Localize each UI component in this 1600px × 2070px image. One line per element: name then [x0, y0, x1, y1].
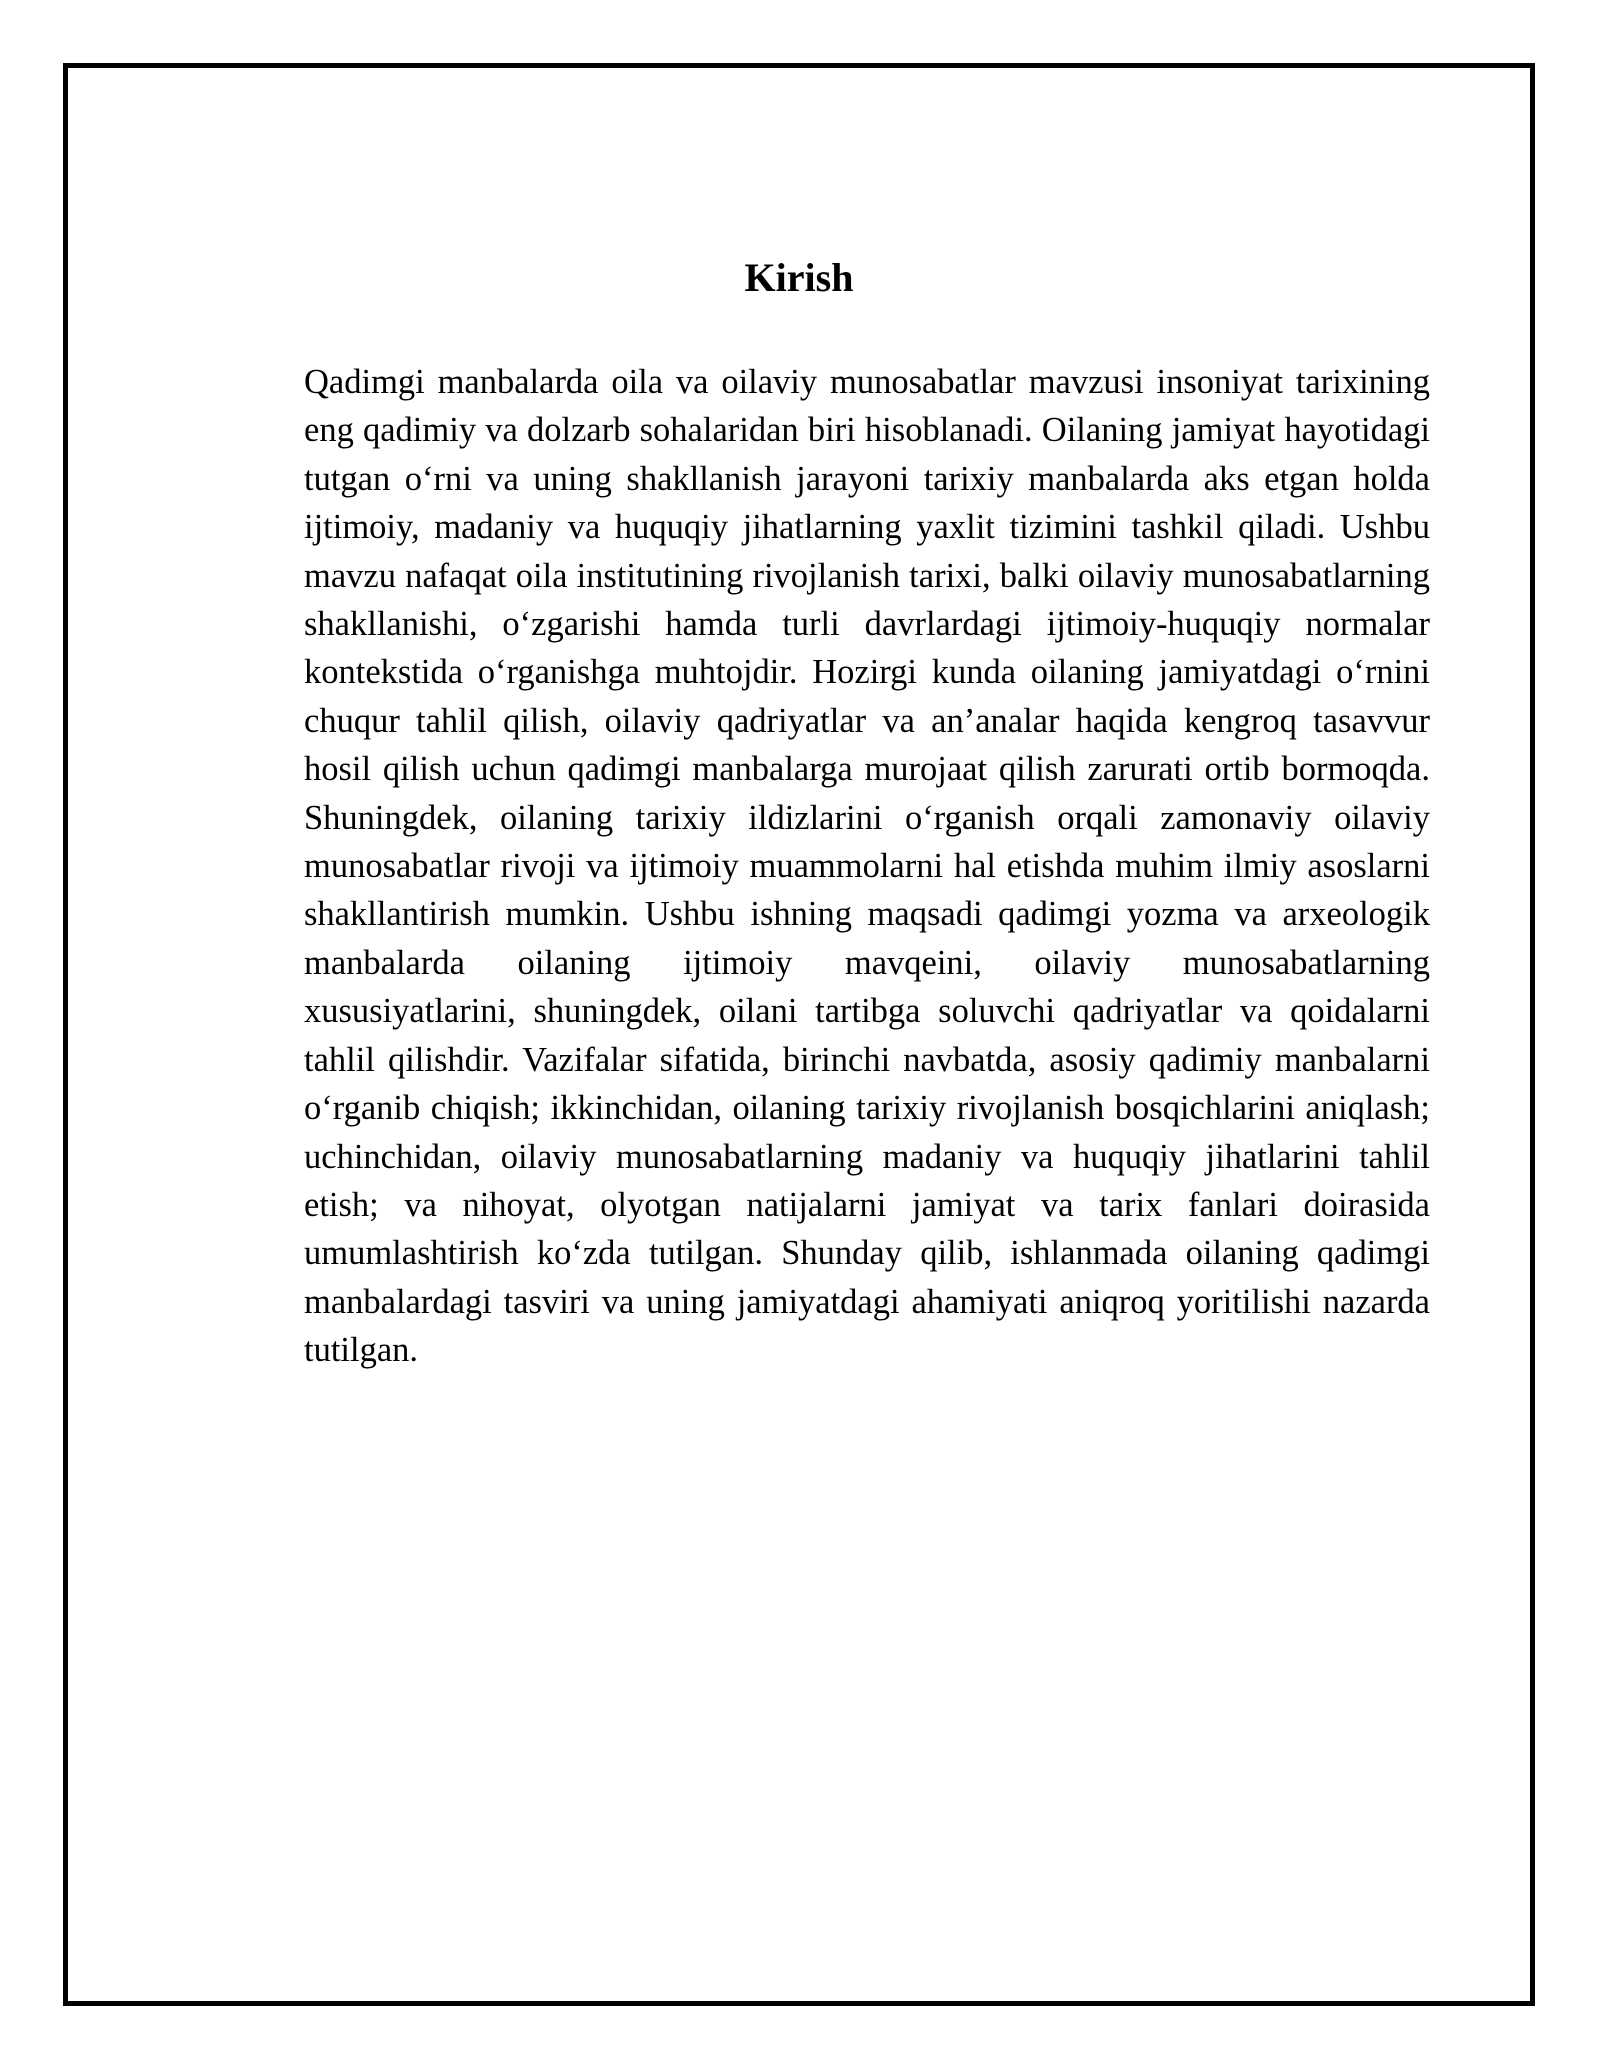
body-paragraph: Qadimgi manbalarda oila va oilaviy munosabatlar mavzusi insoniyat tarixining eng qadimiy va dolzarb sohalaridan biri hisoblanadi. Oilaning jamiyat hayotidagi tutgan oʻrni va uning shakllanish jarayoni tarixiy manbalarda aks etgan holda ijtimoiy, madaniy va huquqiy jihatlarning yaxlit tizimini tashkil qiladi. Ushbu mavzu nafaqat oila institutining rivojlanish tarixi, balki oilaviy munosabatlarning shakllanishi, oʻzgarishi hamda turli davrlardagi ijtimoiy-huquqiy normalar kontekstida oʻrganishga muhtojdir. Hozirgi kunda oilaning jamiyatdagi oʻrnini chuqur tahlil qilish, oilaviy qadriyatlar va an’analar haqida kengroq tasavvur hosil qilish uchun qadimgi manbalarga murojaat qilish zarurati ortib bormoqda. Shuningdek, oilaning tarixiy ildizlarini oʻrganish orqali zamonaviy oilaviy munosabatlar rivoji va ijtimoiy muammolarni hal etishda muhim ilmiy asoslarni shakllantirish mumkin. Ushbu ishning maqsadi qadimgi yozma va arxeologik manbalarda oilaning ijtimoiy mavqeini, oilaviy munosabatlarning xususiyatlarini, shuningdek, oilani tartibga soluvchi qadriyatlar va qoidalarni tahlil qilishdir. Vazifalar sifatida, birinchi navbatda, asosiy qadimiy manbalarni oʻrganib chiqish; ikkinchidan, oilaning tarixiy rivojlanish bosqichlarini aniqlash; uchinchidan, oilaviy munosabatlarning madaniy va huquqiy jihatlarini tahlil etish; va nihoyat, olyotgan natijalarni jamiyat va tarix fanlari doirasida umumlashtirish koʻzda tutilgan. Shunday qilib, ishlanmada oilaning qadimgi manbalardagi tasviri va uning jamiyatdagi ahamiyati aniqroq yoritilishi nazarda tutilgan. — [304, 363, 1430, 1370]
page-title: Kirish — [744, 255, 854, 300]
page-border — [63, 63, 1535, 2006]
